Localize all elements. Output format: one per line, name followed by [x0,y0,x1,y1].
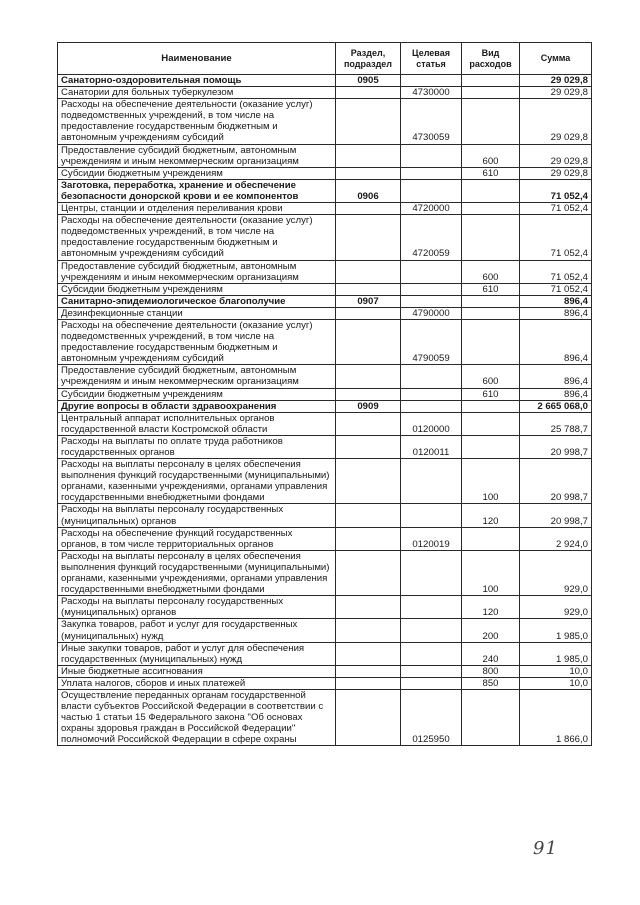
cell-sum: 896,4 [520,365,592,388]
cell-sum: 25 788,7 [520,412,592,435]
header-section: Раздел, подраздел [336,43,401,75]
cell-type [462,400,520,412]
cell-section [336,596,401,619]
cell-type [462,87,520,99]
cell-sum: 896,4 [520,295,592,307]
table-row [58,144,592,167]
cell-section [336,550,401,595]
cell-type [462,99,520,144]
cell-target [401,179,462,202]
cell-name: Другие вопросы в области здравоохранения [58,400,336,412]
cell-type: 610 [462,167,520,179]
cell-name: Субсидии бюджетным учреждениям [58,388,336,400]
cell-type: 240 [462,642,520,665]
cell-name: Субсидии бюджетным учреждениям [58,167,336,179]
cell-type [462,203,520,215]
cell-type [462,179,520,202]
cell-sum: 20 998,7 [520,504,592,527]
cell-sum: 29 029,8 [520,167,592,179]
table-row [58,435,592,458]
cell-type: 600 [462,144,520,167]
table-row [58,400,592,412]
cell-name: Расходы на обеспечение деятельности (оказание услуг) подведомственных учреждений, в том числе на предоставление государственным бюджетным и автономным учреждениям субсидий [58,319,336,364]
header-target: Целевая статья [401,43,462,75]
cell-section [336,665,401,677]
cell-type [462,689,520,745]
cell-section [336,459,401,504]
table-row [58,619,592,642]
table-row [58,167,592,179]
cell-type [462,435,520,458]
table-row [58,203,592,215]
cell-section: 0905 [336,75,401,87]
cell-type [462,295,520,307]
cell-name: Расходы на выплаты персоналу государственных (муниципальных) органов [58,504,336,527]
cell-type: 120 [462,596,520,619]
table-row [58,307,592,319]
cell-target: 4730059 [401,99,462,144]
cell-sum: 896,4 [520,388,592,400]
cell-type: 610 [462,283,520,295]
cell-target [401,260,462,283]
cell-name: Расходы на обеспечение деятельности (оказание услуг) подведомственных учреждений, в том числе на предоставление государственным бюджетным и автономным учреждениям субсидий [58,215,336,260]
table-row [58,504,592,527]
table-row [58,87,592,99]
cell-target: 0120000 [401,412,462,435]
cell-sum: 896,4 [520,307,592,319]
cell-sum: 29 029,8 [520,87,592,99]
cell-name: Расходы на обеспечение функций государственных органов, в том числе территориальных органов [58,527,336,550]
cell-name: Закупка товаров, работ и услуг для государственных (муниципальных) нужд [58,619,336,642]
table-row [58,527,592,550]
cell-section [336,319,401,364]
cell-section [336,435,401,458]
cell-target [401,459,462,504]
cell-sum: 2 665 068,0 [520,400,592,412]
table-row [58,689,592,745]
cell-type: 100 [462,459,520,504]
cell-type: 800 [462,665,520,677]
table-row [58,412,592,435]
cell-section [336,203,401,215]
cell-sum: 29 029,8 [520,75,592,87]
cell-name: Расходы на обеспечение деятельности (оказание услуг) подведомственных учреждений, в том числе на предоставление государственным бюджетным и автономным учреждениям субсидий [58,99,336,144]
cell-section [336,99,401,144]
cell-target: 0120011 [401,435,462,458]
cell-name: Санаторно-оздоровительная помощь [58,75,336,87]
table-row [58,295,592,307]
cell-target [401,144,462,167]
cell-target [401,400,462,412]
cell-section [336,619,401,642]
cell-name: Предоставление субсидий бюджетным, автономным учреждениям и иным некоммерческим организациям [58,365,336,388]
cell-section: 0909 [336,400,401,412]
table-row [58,596,592,619]
cell-name: Предоставление субсидий бюджетным, автономным учреждениям и иным некоммерческим организациям [58,260,336,283]
cell-target [401,619,462,642]
cell-sum: 929,0 [520,596,592,619]
cell-section [336,388,401,400]
cell-target [401,596,462,619]
cell-type [462,215,520,260]
cell-target: 0120019 [401,527,462,550]
table-row [58,260,592,283]
cell-section: 0906 [336,179,401,202]
cell-target [401,365,462,388]
cell-target [401,665,462,677]
cell-section [336,87,401,99]
table-row [58,642,592,665]
cell-type: 600 [462,260,520,283]
cell-name: Расходы на выплаты персоналу государственных (муниципальных) органов [58,596,336,619]
cell-target [401,677,462,689]
cell-name: Расходы на выплаты по оплате труда работников государственных органов [58,435,336,458]
cell-name: Санатории для больных туберкулезом [58,87,336,99]
cell-target [401,167,462,179]
cell-name: Расходы на выплаты персоналу в целях обеспечения выполнения функций государственными (муниципальными) органами, казенными учреждениями, органами управления государственными внебюджетными фондами [58,459,336,504]
budget-table-sheet [57,42,592,746]
cell-target [401,550,462,595]
cell-section [336,260,401,283]
cell-target [401,283,462,295]
header-name: Наименование [58,43,336,75]
table-body [58,75,592,746]
table-row [58,677,592,689]
budget-table [57,42,592,746]
cell-name: Иные бюджетные ассигнования [58,665,336,677]
cell-section [336,167,401,179]
cell-type: 610 [462,388,520,400]
cell-target: 4790000 [401,307,462,319]
cell-section [336,527,401,550]
table-row [58,319,592,364]
cell-sum: 71 052,4 [520,203,592,215]
header-sum: Сумма [520,43,592,75]
cell-name: Заготовка, переработка, хранение и обеспечение безопасности донорской крови и ее компонентов [58,179,336,202]
cell-section [336,365,401,388]
cell-sum: 71 052,4 [520,215,592,260]
table-row [58,75,592,87]
cell-section [336,144,401,167]
table-row [58,665,592,677]
cell-sum: 20 998,7 [520,459,592,504]
cell-target [401,75,462,87]
cell-type: 600 [462,365,520,388]
cell-section [336,307,401,319]
cell-section [336,504,401,527]
cell-sum: 10,0 [520,677,592,689]
table-row [58,459,592,504]
table-row [58,550,592,595]
cell-sum: 1 985,0 [520,642,592,665]
table-row [58,283,592,295]
cell-section: 0907 [336,295,401,307]
cell-sum: 29 029,8 [520,99,592,144]
cell-sum: 1 985,0 [520,619,592,642]
cell-sum: 10,0 [520,665,592,677]
table-row [58,179,592,202]
cell-type [462,75,520,87]
cell-type [462,527,520,550]
cell-section [336,677,401,689]
cell-type: 850 [462,677,520,689]
cell-name: Санитарно-эпидемиологическое благополучие [58,295,336,307]
cell-sum: 71 052,4 [520,260,592,283]
cell-section [336,215,401,260]
table-row [58,215,592,260]
cell-sum: 29 029,8 [520,144,592,167]
cell-name: Центры, станции и отделения переливания крови [58,203,336,215]
cell-sum: 2 924,0 [520,527,592,550]
cell-type: 120 [462,504,520,527]
cell-target [401,642,462,665]
cell-name: Предоставление субсидий бюджетным, автономным учреждениям и иным некоммерческим организациям [58,144,336,167]
cell-sum: 1 866,0 [520,689,592,745]
table-header-row [58,43,592,75]
cell-target: 0125950 [401,689,462,745]
cell-target: 4790059 [401,319,462,364]
cell-target: 4730000 [401,87,462,99]
cell-name: Субсидии бюджетным учреждениям [58,283,336,295]
cell-sum: 929,0 [520,550,592,595]
cell-target [401,388,462,400]
cell-name: Уплата налогов, сборов и иных платежей [58,677,336,689]
cell-target [401,504,462,527]
cell-section [336,283,401,295]
cell-type [462,319,520,364]
page-number: 91 [533,838,558,859]
header-type: Вид расходов [462,43,520,75]
cell-sum: 71 052,4 [520,283,592,295]
cell-section [336,689,401,745]
table-row [58,388,592,400]
cell-target [401,295,462,307]
cell-name: Дезинфекционные станции [58,307,336,319]
cell-name: Расходы на выплаты персоналу в целях обеспечения выполнения функций государственными (муниципальными) органами, казенными учреждениями, органами управления государственными внебюджетными фондами [58,550,336,595]
cell-target: 4720059 [401,215,462,260]
cell-type: 200 [462,619,520,642]
cell-name: Осуществление переданных органам государственной власти субъектов Российской Федерации в соответствии с частью 1 статьи 15 Федерального закона "Об основах охраны здоровья граждан в Российской Федерации" полномочий Российской Федерации в сфере охраны [58,689,336,745]
cell-type [462,307,520,319]
cell-section [336,412,401,435]
cell-name: Иные закупки товаров, работ и услуг для обеспечения государственных (муниципальных) нужд [58,642,336,665]
cell-sum: 20 998,7 [520,435,592,458]
cell-sum: 71 052,4 [520,179,592,202]
cell-type: 100 [462,550,520,595]
cell-type [462,412,520,435]
cell-name: Центральный аппарат исполнительных органов государственной власти Костромской области [58,412,336,435]
cell-sum: 896,4 [520,319,592,364]
table-row [58,99,592,144]
table-row [58,365,592,388]
cell-target: 4720000 [401,203,462,215]
cell-section [336,642,401,665]
